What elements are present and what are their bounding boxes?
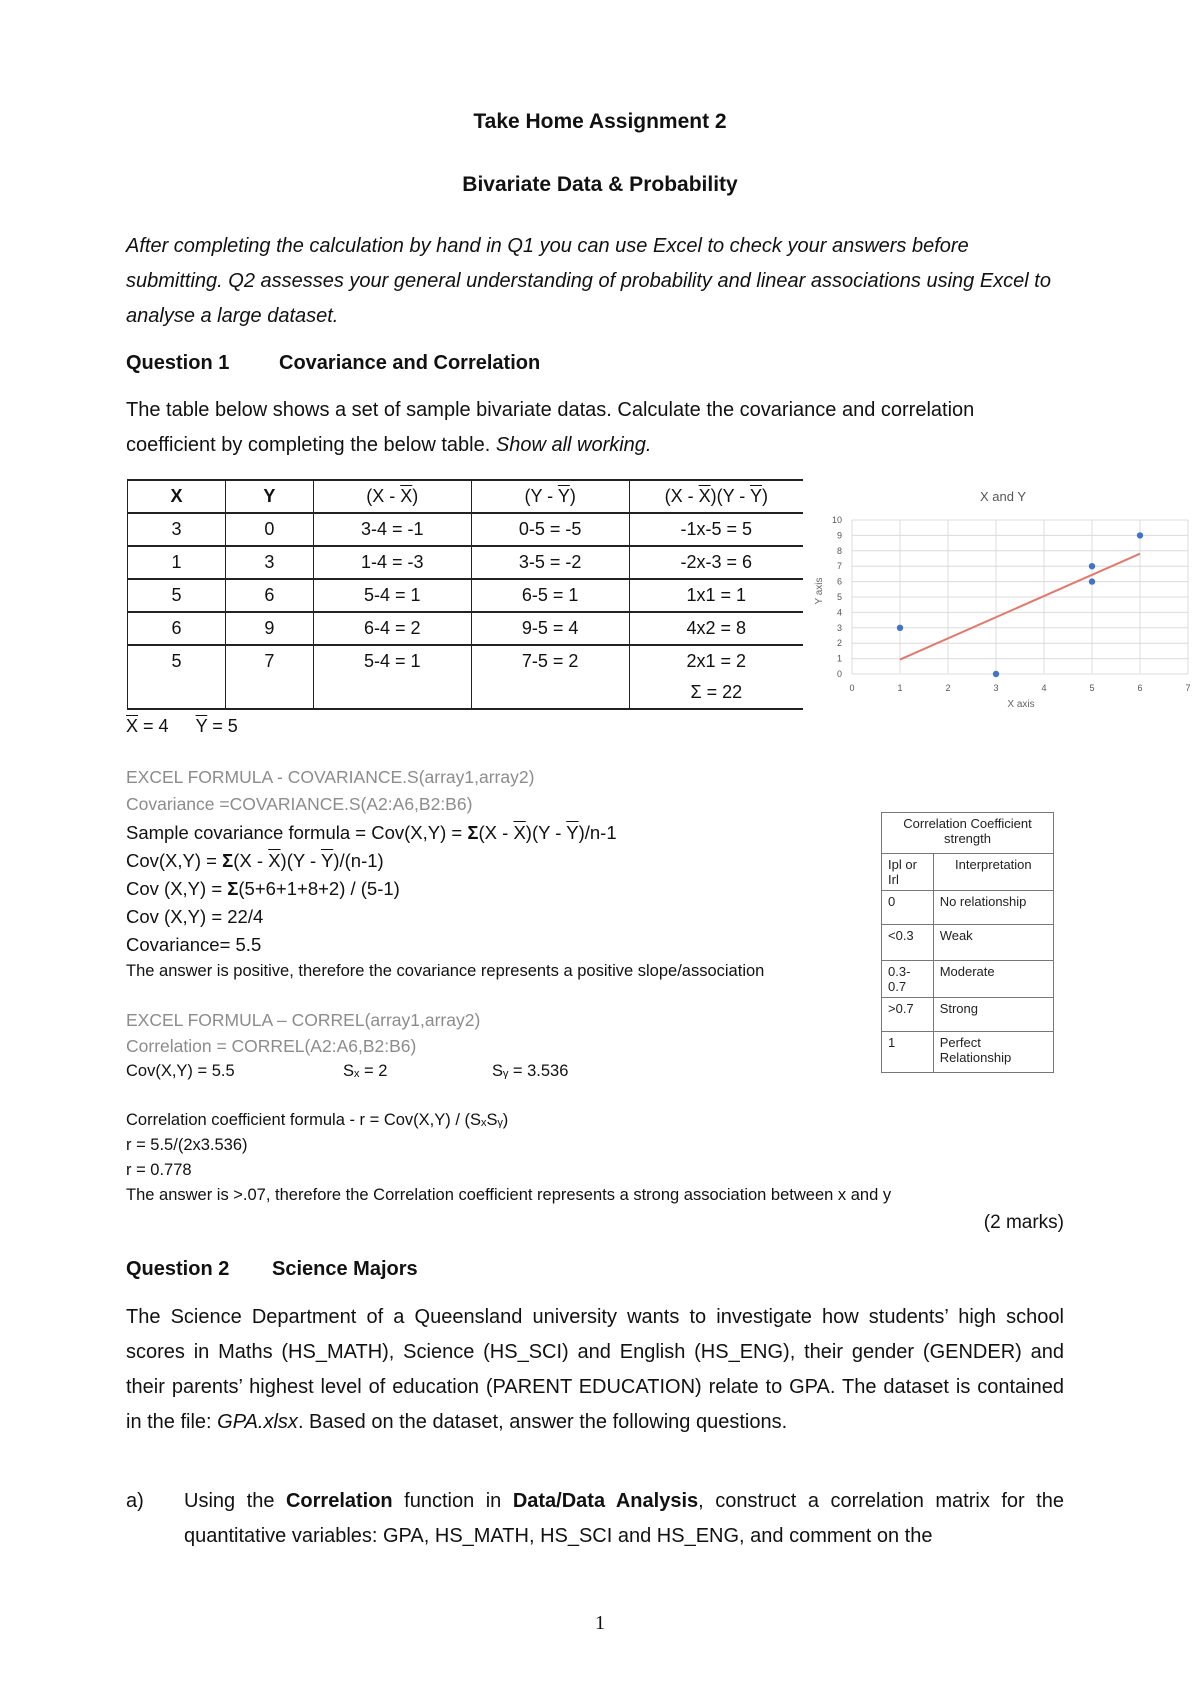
cell-y: 3 (225, 546, 313, 579)
cell-y: 6 (225, 579, 313, 612)
cell-x-dev: 5-4 = 1 (313, 579, 471, 612)
sx-value: Sₓ = 2 (343, 1062, 388, 1080)
cell-y: 9 (225, 612, 313, 645)
q2-paragraph-end: . Based on the dataset, answer the following questions. (297, 1411, 788, 1433)
sy-value: Sᵧ = 3.536 (492, 1062, 569, 1080)
chart-grid (852, 520, 1188, 674)
cell-y: 0 (225, 513, 313, 546)
cell-empty (128, 677, 226, 709)
y-tick-label: 0 (836, 669, 842, 679)
table-row (882, 1032, 1054, 1073)
q1-heading: Covariance and Correlation (279, 352, 541, 374)
cell-x-dev: 6-4 = 2 (313, 612, 471, 645)
table-row (882, 925, 1054, 961)
y-tick-label: 2 (836, 638, 842, 649)
table-row (128, 546, 804, 579)
cell-product: 4x2 = 8 (629, 612, 803, 645)
strength-col2-header: Interpretation (933, 854, 1053, 891)
x-mean: $\overline{X} = 4$ (126, 716, 169, 736)
q1-number: Question 1 (126, 352, 230, 374)
header-y-dev: $(Y - \overline{Y})$ (471, 480, 629, 513)
intro-paragraph: After completing the calculation by hand in Q1 you can use Excel to check your answers before submitting. Q2 assesses your general understanding of probability and linear associations using Excel to analyse a large dataset. (126, 235, 1051, 327)
chart-points (897, 532, 1143, 677)
y-axis-label: Y axis (814, 577, 825, 605)
cov-value: Cov(X,Y) = 5.5 (126, 1062, 235, 1080)
q2-a-bold1: Correlation (285, 1490, 393, 1512)
table-row (128, 645, 804, 677)
cell-product: -2x-3 = 6 (629, 546, 803, 579)
cov-formula: Sample covariance formula = $Cov(X,Y) = \Sigma(X - \overline{X})(Y - \overline{Y})/n-1$ (126, 822, 617, 843)
document-subtitle: Bivariate Data & Probability (462, 173, 738, 196)
cell-empty (471, 677, 629, 709)
y-tick-label: 7 (836, 561, 842, 572)
calc-table (127, 479, 803, 710)
cov-answer: The answer is positive, therefore the covariance represents a positive slope/association (126, 962, 765, 980)
cell-y-dev: 9-5 = 4 (471, 612, 629, 645)
q2-a-text (184, 1484, 1064, 1554)
corr-excel-formula: EXCEL FORMULA – CORREL(array1,array2) (126, 1010, 481, 1030)
cell-product: 2x1 = 2 (629, 645, 803, 677)
chart-ticks (832, 515, 1191, 693)
cell-y: 7 (225, 645, 313, 677)
q2-a-part3: , construct a correlation matrix for the quantitative variables: GPA, HS_MATH, HS_SCI and HS_ENG, and comment on the (184, 1490, 1064, 1547)
data-point (897, 625, 903, 631)
cell-x: 5 (128, 579, 226, 612)
cell-x-dev: 5-4 = 1 (313, 645, 471, 677)
cell-x: 3 (128, 513, 226, 546)
y-tick-label: 8 (836, 545, 842, 556)
page-number: 1 (595, 1612, 605, 1634)
calc-header-row (128, 480, 804, 513)
cell-y-dev: 6-5 = 1 (471, 579, 629, 612)
strength-table-title: Correlation Coefficient strength (882, 813, 1054, 854)
strength-range: >0.7 (882, 998, 934, 1032)
strength-label: Perfect Relationship (933, 1032, 1053, 1073)
sum-cell: Σ = 22 (629, 677, 803, 709)
y-tick-label: 5 (836, 592, 842, 602)
cov-step2: Cov (X,Y) = Σ(5+6+1+8+2) / (5-1) (126, 878, 400, 899)
cell-y-dev: 0-5 = -5 (471, 513, 629, 546)
y-tick-label: 3 (836, 622, 842, 633)
y-tick-label: 4 (836, 607, 842, 618)
q1-instruction-italic: Show all working. (495, 434, 652, 456)
cell-empty (225, 677, 313, 709)
y-tick-label: 9 (836, 530, 842, 541)
strength-range: 1 (882, 1032, 934, 1073)
y-tick-label: 10 (831, 515, 842, 525)
y-tick-label: 1 (836, 653, 842, 664)
correlation-strength-table (881, 812, 1054, 1073)
chart-title: X and Y (979, 489, 1027, 504)
cov-step3: Cov (X,Y) = 22/4 (126, 906, 264, 927)
x-tick-label: 7 (1185, 683, 1191, 693)
table-row (882, 998, 1054, 1032)
header-product: $(X - \overline{X})(Y - \overline{Y})$ (629, 480, 803, 513)
strength-label: Weak (933, 925, 1053, 961)
cell-product: 1x1 = 1 (629, 579, 803, 612)
corr-excel-range: Correlation = CORREL(A2:A6,B2:B6) (126, 1036, 417, 1056)
x-axis-label: X axis (1007, 699, 1035, 710)
strength-label: Moderate (933, 961, 1053, 998)
data-point (1089, 563, 1095, 569)
x-tick-label: 3 (993, 683, 999, 693)
cell-y-dev: 7-5 = 2 (471, 645, 629, 677)
cell-x: 6 (128, 612, 226, 645)
corr-step1: r = 5.5/(2x3.536) (126, 1136, 248, 1154)
x-tick-label: 4 (1041, 683, 1047, 693)
q2-a-label: a) (126, 1490, 144, 1512)
header-y: Y (225, 480, 313, 513)
q2-paragraph (126, 1300, 1064, 1440)
x-tick-label: 2 (945, 683, 951, 693)
strength-range: <0.3 (882, 925, 934, 961)
q2-a-part1: Using the (184, 1490, 275, 1512)
cov-step1: $Cov(X,Y) = \Sigma(X - \overline{X})(Y - \overline{Y})/(n-1)$ (126, 850, 384, 871)
strength-label: No relationship (933, 891, 1053, 925)
table-row (128, 579, 804, 612)
table-row (882, 961, 1054, 998)
document-title: Take Home Assignment 2 (473, 110, 727, 133)
header-x: X (128, 480, 226, 513)
table-row (882, 891, 1054, 925)
q2-file-name: GPA.xlsx (217, 1411, 298, 1433)
cell-x: 1 (128, 546, 226, 579)
corr-answer: The answer is >.07, therefore the Correlation coefficient represents a strong association between x and y (126, 1186, 892, 1204)
scatter-chart (810, 480, 1200, 710)
table-sum-row (128, 677, 804, 709)
cov-result: Covariance= 5.5 (126, 934, 262, 955)
y-tick-label: 6 (836, 576, 842, 587)
cell-x-dev: 3-4 = -1 (313, 513, 471, 546)
strength-range: 0 (882, 891, 934, 925)
table-row (128, 513, 804, 546)
corr-formula: Correlation coefficient formula - r = Cov(X,Y) / (SₓSᵧ) (126, 1111, 509, 1129)
cell-product: -1x-5 = 5 (629, 513, 803, 546)
data-point (993, 671, 999, 677)
q2-number: Question 2 (126, 1258, 230, 1280)
cell-x-dev: 1-4 = -3 (313, 546, 471, 579)
data-point (1089, 578, 1095, 584)
data-point (1137, 532, 1143, 538)
cell-y-dev: 3-5 = -2 (471, 546, 629, 579)
q2-paragraph-text: The Science Department of a Queensland university wants to investigate how students’ high school scores in Maths (HS_MATH), Science (HS_SCI) and English (HS_ENG), their gender (GENDER) and their parents’ highest level of education (PARENT EDUCATION) relate to GPA. The dataset is contained in the file: (126, 1306, 1064, 1433)
x-tick-label: 6 (1137, 683, 1143, 693)
table-row (128, 612, 804, 645)
marks: (2 marks) (983, 1212, 1064, 1233)
q2-a-part2: function in (404, 1490, 502, 1512)
q2-heading: Science Majors (272, 1258, 418, 1280)
strength-range: 0.3-0.7 (882, 961, 934, 998)
strength-label: Strong (933, 998, 1053, 1032)
means-line (126, 716, 238, 737)
q1-instruction-text: The table below shows a set of sample bivariate datas. Calculate the covariance and correlation coefficient by completing the below table. (126, 399, 975, 456)
x-tick-label: 1 (897, 683, 903, 693)
y-mean: $\overline{Y} = 5$ (195, 716, 238, 736)
x-tick-label: 5 (1089, 683, 1095, 693)
cell-x: 5 (128, 645, 226, 677)
cell-empty (313, 677, 471, 709)
corr-step2: r = 0.778 (126, 1161, 192, 1179)
cov-excel-range: Covariance =COVARIANCE.S(A2:A6,B2:B6) (126, 794, 473, 814)
q2-a-bold2: Data/Data Analysis (512, 1490, 699, 1512)
strength-col1-header: Ipl or Irl (882, 854, 934, 891)
x-tick-label: 0 (849, 683, 855, 693)
cov-excel-formula: EXCEL FORMULA - COVARIANCE.S(array1,array2) (126, 767, 535, 787)
header-x-dev: $(X - \overline{X})$ (313, 480, 471, 513)
q1-instruction (126, 393, 1064, 463)
